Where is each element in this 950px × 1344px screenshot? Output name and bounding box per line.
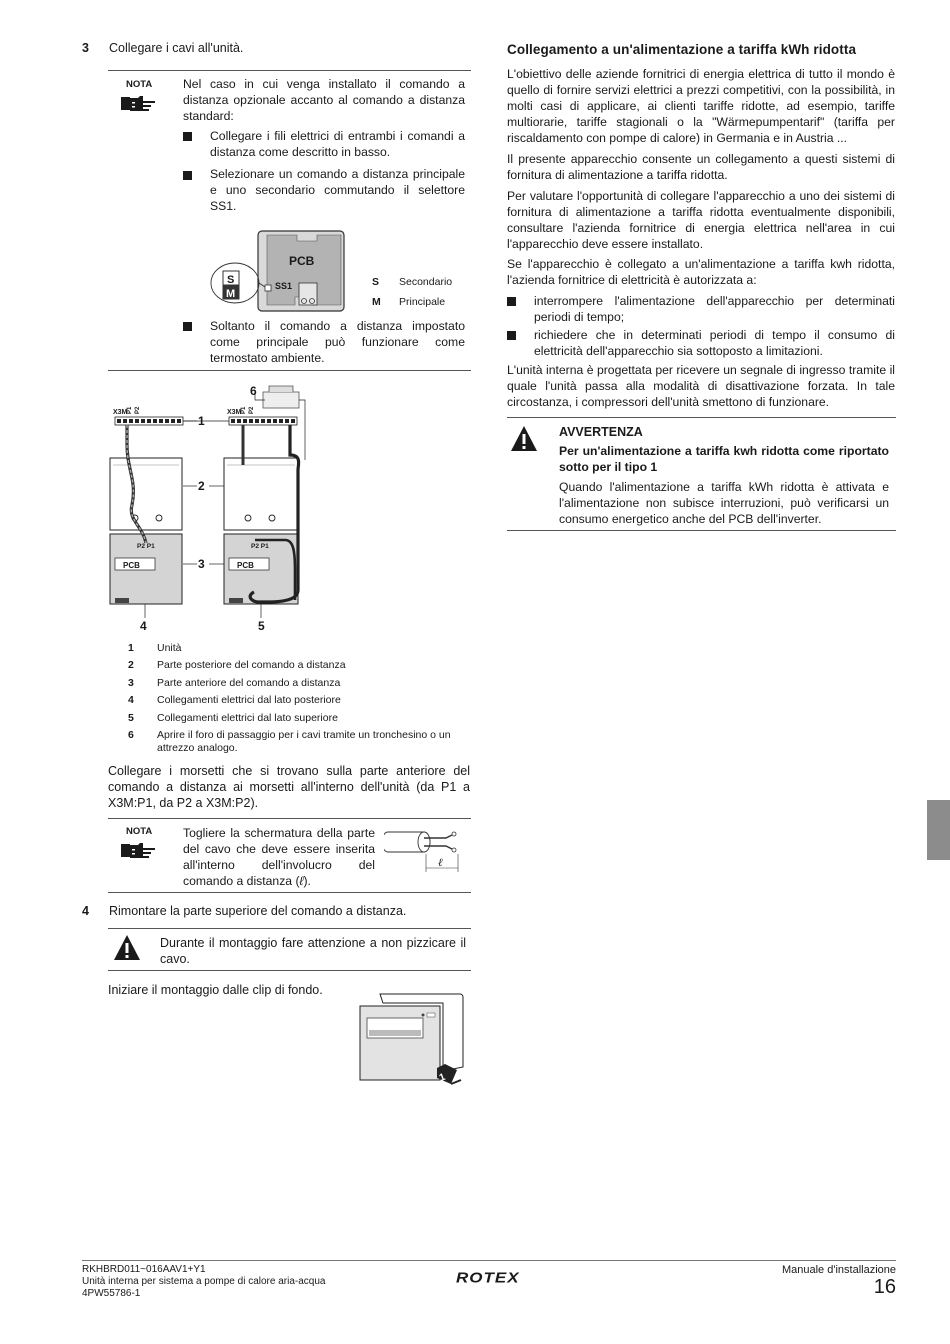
footer-model: RKHBRD011~016AAV1+Y1 [82,1264,206,1275]
warning-top-rule [507,417,896,418]
mounting-clip-diagram [355,986,475,1090]
wiring-p1-right: P1 [241,406,247,414]
remote-wiring-diagram [105,380,335,638]
nota1-bullet-3: Soltanto il comando a distanza impostato come principale può funzionare come termostato ambiente. [210,319,465,365]
wiring-callout-2: 2 [198,479,205,493]
nota2-text-main: Togliere la schermatura della parte del cavo che deve essere inserita all'interno dell'involucro del comando a distanza ( [183,826,375,888]
warning-bottom-rule [507,530,896,531]
legend-text: Collegamenti elettrici dal lato superiore [157,712,338,724]
ss1-switch-label: SS1 [275,281,293,291]
cable-stripping-diagram [384,826,470,876]
wiring-p2p1-right: P2 P1 [251,543,269,550]
chapter-side-tab [927,800,950,860]
wiring-x3m-left: X3M [113,409,128,416]
right-heading-text: Collegamento a un'alimentazione a tariffa kWh ridotta [507,42,857,57]
right-bullet-2-marker [507,331,516,340]
wiring-p2p1-left: P2 P1 [137,543,155,550]
warning-small-bottom-rule [108,970,471,971]
cable-length-symbol: ℓ [438,857,443,869]
nota2-bottom-rule [108,892,471,893]
footer-manual: Manuale d'installazione [781,1264,896,1276]
ss1-legend-m-text: Principale [399,296,446,308]
legend-num: 2 [128,659,134,671]
wiring-x3m-right: X3M [227,409,242,416]
right-para-1: L'obiettivo delle aziende fornitrici di energia elettrica di tutto il mondo è quello di fornire servizi elettrici a prezzi competitivi, con la possibilità, in molti casi di applicare, ai clienti tariffe ridotte, ad esempio, tariffe multiorarie, tariffe stagionali o la "Wärmepumpentarif" (tariffa per riscaldamento con pompe di calore) in Germania e in Austria ... [507,67,895,145]
right-heading [507,42,907,57]
legend-text: Aprire il foro di passaggio per i cavi tramite un tronchesino o un attrezzo analogo. [157,729,451,754]
right-bullet-1: interrompere l'alimentazione dell'apparecchio per determinati periodi di tempo; [534,294,895,324]
legend-num: 6 [128,729,134,741]
wiring-p2-right: P2 [249,406,255,414]
right-para-3: Per valutare l'opportunità di collegare l'apparecchio a uno dei sistemi di fornitura di alimentazione a tariffa ridotta eventualmente disponibili, consultare l'azienda fornitrice di energia elettrica nell'area in cui l'apparecchio deve essere installato. [507,189,895,251]
wiring-pcb-left: PCB [123,561,140,570]
ss1-pcb-label: PCB [289,254,315,268]
warning-text: Quando l'alimentazione a tariffa kWh ridotta è attivata e l'alimentazione non subisce interruzioni, può verificarsi un consumo energetico anche del PCB dell'inverter. [559,480,889,526]
nota2-text [183,825,375,889]
warning-small-text: Durante il montaggio fare attenzione a non pizzicare il cavo. [160,936,466,966]
legend-num: 5 [128,712,134,724]
right-bullet-2: richiedere che in determinati periodi di tempo il consumo di elettricità dell'apparecchio sia sottoposto a limitazioni. [534,328,895,358]
nota1-bullet-2-marker [183,171,192,180]
nota1-top-rule [108,70,471,71]
nota2-text-end: ). [303,874,311,888]
legend-text: Unità [157,642,182,654]
nota1-bullet-1: Collegare i fili elettrici di entrambi i comandi a distanza come descritto in basso. [210,129,465,159]
ss1-s-label: S [227,274,235,286]
nota2-top-rule [108,818,471,819]
legend-text: Collegamenti elettrici dal lato posteriore [157,694,341,706]
ss1-legend-m-key: M [372,296,381,308]
warning-title: AVVERTENZA [559,425,643,439]
footer-description: Unità interna per sistema a pompe di calore aria-acqua [82,1276,326,1287]
wiring-p2-left: P2 [135,406,141,414]
clip-callout-1: 1 [437,1071,447,1084]
legend-num: 3 [128,677,134,689]
nota1-bullet-1-marker [183,132,192,141]
wiring-callout-4: 4 [140,619,147,633]
nota1-bullet-3-marker [183,322,192,331]
wiring-callout-6: 6 [250,384,257,398]
right-para-5: L'unità interna è progettata per ricevere un segnale di ingresso tramite il quale l'unità passa alla modalità di disattivazione forzata. In tale circostanza, i compressori dell'unità smettono di funzionare. [507,363,895,409]
length-symbol: ℓ [299,874,304,888]
footer-rule [82,1260,896,1261]
nota1-bottom-rule [108,370,471,371]
para-morsetti: Collegare i morsetti che si trovano sulla parte anteriore del comando a distanza ai morsetti all'interno dell'unità (da P1 a X3M:P1, da P2 a X3M:P2). [108,764,470,810]
warning-subtitle: Per un'alimentazione a tariffa kwh ridotta come riportato sotto per il tipo 1 [559,444,889,474]
legend-text: Parte anteriore del comando a distanza [157,677,341,689]
ss1-legend-s-key: S [372,276,380,288]
warning-small-top-rule [108,928,471,929]
right-para-4: Se l'apparecchio è collegato a un'alimentazione a tariffa kwh ridotta, l'azienda fornitrice di elettricità è autorizzata a: [507,257,895,287]
ss1-selector-diagram [205,225,365,315]
step-3-text: Collegare i cavi all'unità. [109,41,244,55]
ss1-m-label: M [226,288,236,300]
wiring-callout-1: 1 [198,414,205,428]
step-4-text: Rimontare la parte superiore del comando a distanza. [109,904,407,918]
pointing-hand-icon [120,841,160,863]
step-4-number: 4 [82,904,89,918]
step-3-number: 3 [82,41,89,55]
legend-text: Parte posteriore del comando a distanza [157,659,346,671]
ss1-legend-s-text: Secondario [399,276,453,288]
pointing-hand-icon [120,94,160,116]
wiring-callout-5: 5 [258,619,265,633]
nota1-bullet-2: Selezionare un comando a distanza principale e uno secondario commutando il selettore SS1. [210,167,465,213]
page-number: 16 [873,1276,896,1298]
nota2-label: NOTA [126,826,153,837]
nota1-label: NOTA [126,79,153,90]
para-clip: Iniziare il montaggio dalle clip di fondo. [108,983,323,997]
nota1-intro: Nel caso in cui venga installato il comando a distanza opzionale accanto al comando a distanza standard: [183,77,465,123]
right-bullet-1-marker [507,297,516,306]
right-para-2: Il presente apparecchio consente un collegamento a questi sistemi di fornitura di alimentazione a tariffa ridotta. [507,152,895,182]
wiring-p1-left: P1 [127,406,133,414]
footer-code: 4PW55786-1 [82,1288,141,1299]
legend-num: 4 [128,694,134,706]
warning-triangle-icon [112,933,142,963]
wiring-pcb-right: PCB [237,561,254,570]
warning-triangle-icon [509,424,539,454]
rotex-logo: ROTEX [456,1269,520,1286]
wiring-callout-3: 3 [198,557,205,571]
legend-num: 1 [128,642,134,654]
